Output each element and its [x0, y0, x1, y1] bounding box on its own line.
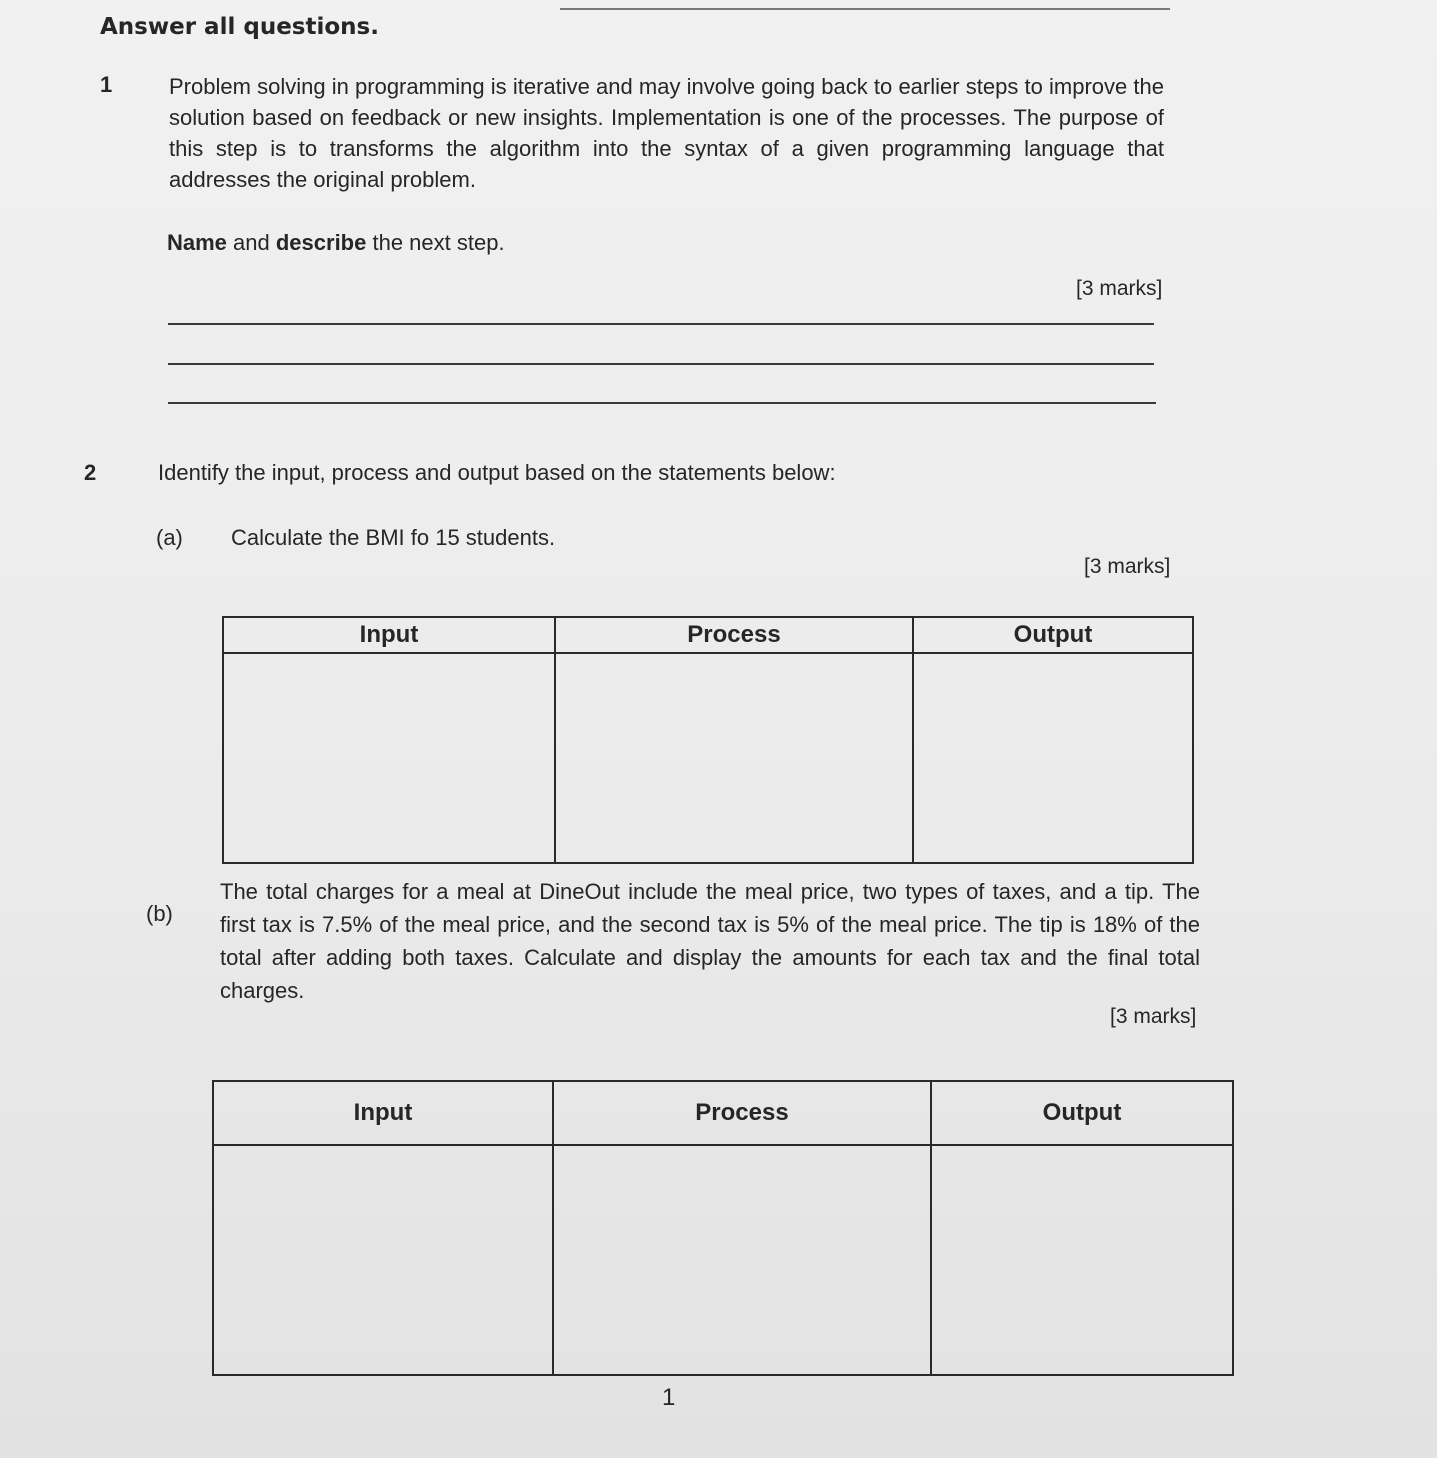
question-1-number: 1	[100, 72, 113, 97]
part-b-header-output: Output	[931, 1081, 1233, 1145]
part-a-marks: [3 marks]	[1084, 555, 1171, 578]
part-b-text: The total charges for a meal at DineOut include the meal price, two types of taxes, and a tip. The first tax is 7.5% of the meal price, and the second tax is 5% of the meal price. The tip is 18% of the total after adding both taxes. Calculate and display the amounts for each tax and the final total charges.	[220, 879, 1200, 1003]
answer-line-3[interactable]	[168, 402, 1156, 404]
page-number: 1	[662, 1384, 676, 1411]
question-2-text: Identify the input, process and output based on the statements below:	[158, 460, 836, 485]
question-2-number: 2	[84, 460, 97, 485]
part-b-label: (b)	[146, 901, 173, 926]
instruction-name: Name	[167, 230, 227, 255]
question-1-text: Problem solving in programming is iterative and may involve going back to earlier steps to improve the solution based on feedback or new insights. Implementation is one of the processes. The purpose of this step is to transforms the algorithm into the syntax of a given programming language that addresses the original problem.	[169, 74, 1164, 192]
part-a-label: (a)	[156, 525, 183, 550]
part-b-header-row	[213, 1081, 1233, 1145]
instruction-rest: the next step.	[366, 230, 505, 255]
part-b-ipo-table	[212, 1080, 1234, 1376]
top-rule	[560, 8, 1170, 10]
instruction-and: and	[226, 230, 276, 255]
page-heading: Answer all questions.	[100, 14, 379, 40]
part-a-ipo-table	[222, 616, 1194, 864]
part-b-output-cell[interactable]	[931, 1145, 1233, 1375]
answer-line-2[interactable]	[168, 363, 1154, 365]
part-a-header-process: Process	[555, 617, 913, 653]
part-a-output-cell[interactable]	[913, 653, 1193, 863]
part-b-marks: [3 marks]	[1110, 1005, 1197, 1028]
part-b-process-cell[interactable]	[553, 1145, 931, 1375]
part-a-process-cell[interactable]	[555, 653, 913, 863]
part-a-answer-row	[223, 653, 1193, 863]
part-a-header-row	[223, 617, 1193, 653]
part-b-header-input: Input	[213, 1081, 553, 1145]
part-b-answer-row	[213, 1145, 1233, 1375]
part-a-text: Calculate the BMI fo 15 students.	[231, 525, 556, 550]
part-a-header-input: Input	[223, 617, 555, 653]
part-a-input-cell[interactable]	[223, 653, 555, 863]
part-a-header-output: Output	[913, 617, 1193, 653]
instruction-describe: describe	[275, 230, 367, 255]
question-1-instruction	[167, 227, 505, 258]
answer-line-1[interactable]	[168, 323, 1154, 325]
part-b-input-cell[interactable]	[213, 1145, 553, 1375]
question-1-marks: [3 marks]	[1076, 277, 1163, 300]
part-b-header-process: Process	[553, 1081, 931, 1145]
